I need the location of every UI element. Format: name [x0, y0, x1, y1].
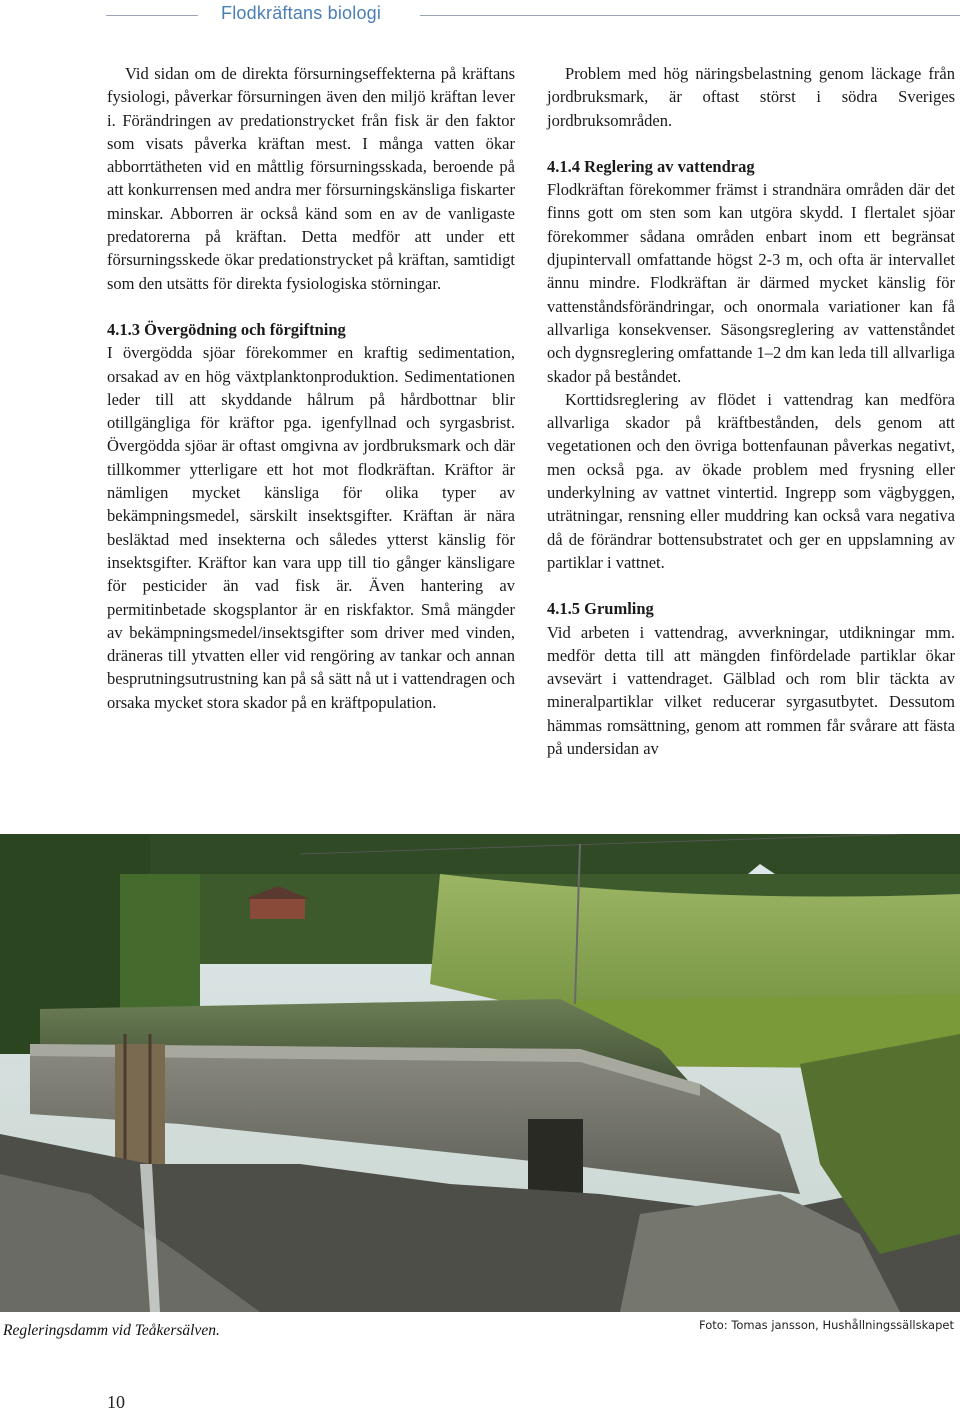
dam-photo-illustration: [0, 834, 960, 1312]
section-4-1-3: [107, 318, 515, 714]
section-4-1-5: [547, 597, 955, 760]
page-number: 10: [107, 1392, 125, 1412]
right-paragraph-1: Problem med hög näringsbelastning genom läckage från jordbruksmark, är oftast störst i södra Sveriges jordbruksområden.: [547, 64, 955, 130]
running-header: [0, 0, 960, 36]
sluice-gate-left: [115, 1044, 165, 1164]
red-building: [250, 899, 305, 919]
photo-credit: Foto: Tomas jansson, Hushållningssällskapet: [699, 1318, 954, 1332]
header-rule-left: [106, 15, 198, 16]
photo-caption: Regleringsdamm vid Teåkersälven.: [3, 1322, 220, 1339]
sluice-opening: [528, 1119, 583, 1194]
section-4-1-4-heading: 4.1.4 Reglering av vattendrag: [547, 156, 755, 176]
dam-photo: [0, 834, 960, 1312]
running-header-title: Flodkräftans biologi: [221, 3, 382, 23]
section-4-1-4-paragraph-1: Flodkräftan förekommer främst i strandnära områden där det finns gott om sten som kan utgöra skydd. I flertalet sjöar förekommer sådana områden enbart inom ett begränsat djupintervall omfattande högst 2-3 m, och ofta är intervallet ännu mindre. Flodkräftan är därmed mycket känslig för vattenståndsförändringar, och onormala variationer kan få allvarliga konsekvenser. Säsongsreglering av vattenståndet och dygnsreglering omfattande 1–2 dm kan leda till allvarliga skador på beståndet.: [547, 180, 955, 386]
right-column: [547, 62, 955, 760]
header-rule-right: [420, 15, 960, 16]
section-4-1-5-body: Vid arbeten i vattendrag, avverkningar, utdikningar mm. medför detta till att mängden finfördelade partiklar ökar avsevärt i vattendraget. Gälblad och rom blir täckta av mineralpartiklar vilket reducerar syrgasutbytet. Dessutom hämmas romsättning, genom att rommen får svårare att fästa på undersidan av: [547, 622, 955, 759]
left-column: [107, 62, 515, 714]
section-4-1-4-paragraph-2: Korttidsreglering av flödet i vattendrag kan medföra allvarliga skador på kräftbestånden, dels genom att vegetationen och den övriga bottenfaunan påverkas negativt, men också pga. av ökade problem med frysning eller underkylning av vattnet vintertid. Ingrepp som vägbyggen, uträtningar, rensning eller muddring kan också vara negativa då de förändrar bottensubstratet och ger en uppslamning av partiklar i vattnet.: [547, 389, 955, 572]
section-4-1-3-body: I övergödda sjöar förekommer en kraftig sedimentation, orsakad av en hög växtplanktonproduktion. Sedimentationen leder till att skyddande hålrum på hårdbottnar blir otillgängliga för kräftor pga. igenfyllnad och syrgasbrist. Övergödda sjöar är oftast omgivna av jordbruksmark och där tillkommer ytterligare ett hot mot flodkräftan. Kräftor är nämligen mycket känsliga för olika typer av bekämpningsmedel, särskilt insektsgifter. Kräftan är nära besläktad med insekterna och således ytterst känslig för insektsgifter. Kräftor kan vara upp till tio gånger känsligare för pesticider än vad fisk är. Även hantering av permitinbetade skogsplantor är en riskfaktor. Små mängder av bekämpningsmedel/insektsgifter som driver med vinden, dräneras till ytvatten eller vid rengöring av tankar och annan besprutningsutrustning kan på så sätt nå ut i vattendragen och orsaka mycket stora skador på en kräftpopulation.: [107, 343, 515, 712]
section-4-1-3-heading: 4.1.3 Övergödning och förgiftning: [107, 319, 346, 339]
section-4-1-4: [547, 155, 955, 574]
section-4-1-5-heading: 4.1.5 Grumling: [547, 599, 654, 619]
left-bush: [120, 874, 200, 1024]
left-paragraph-1: Vid sidan om de direkta försurningseffekterna på kräftans fysiologi, påverkar försurningen även den miljö kräftan lever i. Förändringen av predationstrycket från fisk är den faktor som visats påverka kräftan mest. I många vatten ökar abborrtätheten vid en måttlig försurningsskada, beroende på att konkurrensen med andra mer försurningskänsliga fiskarter minskar. Abborren är också känd som en av de vanligaste predatorerna på kräftan. Detta medför att under ett försurningsskede ökar predationstrycket på kräftan, samtidigt som den utsätts för direkta fysiologiska störningar.: [107, 64, 515, 293]
